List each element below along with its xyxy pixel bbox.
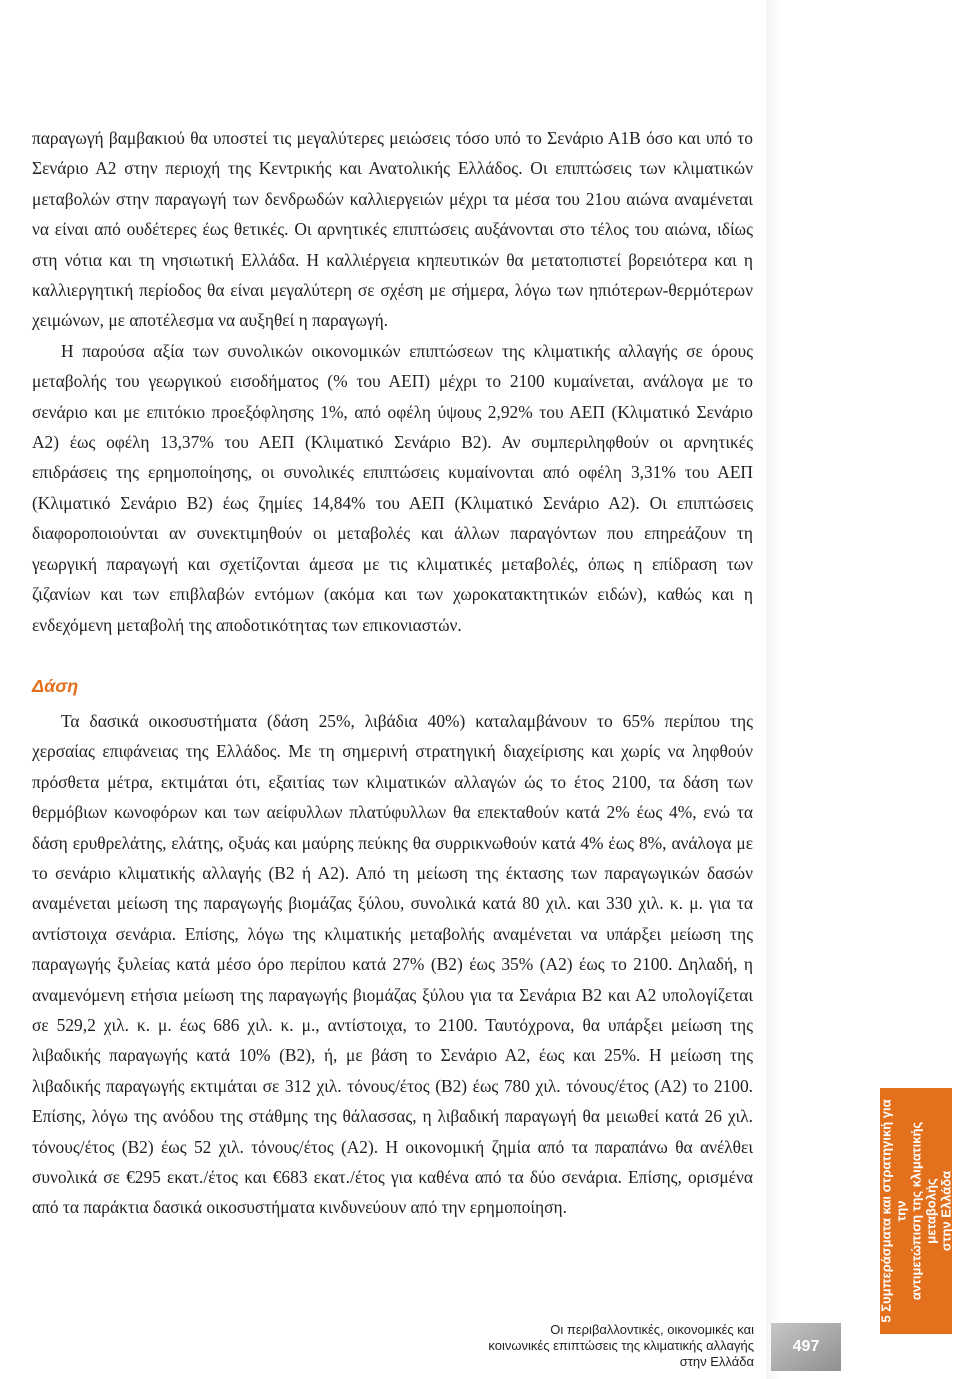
chapter-title-line-1: 5 Συμπεράσματα και στρατηγική για την (878, 1099, 909, 1323)
footer-title-line-1: Οι περιβαλλοντικές, οικονομικές και (550, 1322, 754, 1337)
footer-title-line-3: στην Ελλάδα (679, 1354, 754, 1369)
forests-paragraph: Τα δασικά οικοσυστήματα (δάση 25%, λιβάδια 40%) καταλαμβάνουν το 65% περίπου της χερσαίας επιφάνειας της Ελλάδος. Με τη σημερινή στρατηγική διαχείρισης και χωρίς να ληφθούν πρόσθετα μέτρα, εκτιμάται ότι, εξαιτίας των κλιματικών αλλαγών ώς το έτος 2100, τα δάση των θερμόβιων κωνοφόρων και των αείφυλλων πλατύφυλλων θα επεκταθούν κατά 2% έως 4%, ενώ τα δάση ερυθρελάτης, ελάτης, οξυάς και μαύρης πεύκης θα συρρικνωθούν κατά 4% έως 8%, ανάλογα με το σενάριο κλιματικής αλλαγής (Β2 ή Α2). Από τη μείωση της έκτασης των παραγωγικών δασών αναμένεται μείωση της παραγωγής βιομάζας ξύλου, συνολικά κατά 80 χιλ. και 330 χιλ. κ. μ. για τα αντίστοιχα σενάρια. Επίσης, λόγω της κλιματικής μεταβολής αναμένεται να υπάρξει μείωση της παραγωγής ξυλείας κατά μέσο όρο περίπου κατά 27% (Β2) έως 35% (Α2) έως το 2100. Δηλαδή, η αναμενόμενη ετήσια μείωση της παραγωγής βιομάζας ξύλου για τα Σενάρια Β2 και Α2 υπολογίζεται σε 529,2 χιλ. κ. μ. έως 686 χιλ. κ. μ., αντίστοιχα, το 2100. Ταυτόχρονα, θα υπάρξει μείωση της λιβαδικής παραγωγής κατά 10% (Β2), ή, με βάση το Σενάριο Α2, έως και 25%. Η μείωση της λιβαδικής παραγωγής εκτιμάται σε 312 χιλ. τόνους/έτος (Β2) έως 780 χιλ. τόνους/έτος (Α2) το 2100. Επίσης, λόγω της ανόδου της στάθμης της θάλασσας, η λιβαδική παραγωγή θα μειωθεί κατά 26 χιλ. τόνους/έτος (Β2) έως 52 χιλ. τόνους/έτος (Α2). Η οικονομική ζημία από τα παραπάνω θα ανέλθει συνολικά σε €295 εκατ./έτος και €683 εκατ./έτος για καθένα από τα δύο σενάρια. Επίσης, ορισμένα από τα παράκτια δασικά οικοσυστήματα κινδυνεύουν από την ερημοποίηση. (32, 710, 753, 1218)
chapter-title-line-2: αντιμετώπιση της κλιματικής μεταβολής (908, 1121, 939, 1301)
section-heading-forests: Δάση (32, 675, 79, 696)
footer-title-line-2: κοινωνικές επιπτώσεις της κλιματικής αλλαγής (488, 1338, 754, 1353)
page-number: 497 (792, 1338, 820, 1355)
body-paragraph-2: Η παρούσα αξία των συνολικών οικονομικών επιπτώσεων της κλιματικής αλλαγής σε όρους μεταβολής του γεωργικού εισοδήματος (% του ΑΕΠ) μέχρι το 2100 κυμαίνεται, ανάλογα με το σενάριο και με επιτόκιο προεξόφλησης 1%, από οφέλη ύψους 2,92% του ΑΕΠ (Κλιματικό Σενάριο Α2) έως οφέλη 13,37% του ΑΕΠ (Κλιματικό Σενάριο Β2). Αν συμπεριληφθούν οι αρνητικές επιδράσεις της ερημοποίησης, οι συνολικές επιπτώσεις κυμαίνονται από οφέλη 3,31% του ΑΕΠ (Κλιματικό Σενάριο Β2) έως ζημίες 14,84% του ΑΕΠ (Κλιματικό Σενάριο Α2). Οι επιπτώσεις διαφοροποιούνται αν συνεκτιμηθούν οι μεταβολές και άλλων παραγόντων που επηρεάζουν τη γεωργική παραγωγή και σχετίζονται άμεσα με τις κλιματικές μεταβολές, όπως η επίδραση των ζιζανίων και των επιβλαβών εντόμων (ακόμα και των χωροκατακτητικών ειδών), καθώς και η ενδεχόμενη μεταβολή της αποδοτικότητας των επικονιαστών. (32, 340, 753, 635)
page-number-box (771, 1323, 841, 1371)
body-paragraph-1: παραγωγή βαμβακιού θα υποστεί τις μεγαλύτερες μειώσεις τόσο υπό το Σενάριο Α1Β όσο και υπό το Σενάριο Α2 στην περιοχή της Κεντρικής και Ανατολικής Ελλάδος. Οι επιπτώσεις των κλιματικών μεταβολών στην παραγωγή των δενδρωδών καλλιεργειών μέχρι τα μέσα του 21ου αιώνα αναμένεται να είναι από ουδέτερες έως θετικές. Οι αρνητικές επιπτώσεις αυξάνονται στο τέλος του αιώνα, ιδίως στη νότια και τη νησιωτική Ελλάδα. Η καλλιέργεια κηπευτικών θα μετατοπιστεί βορειότερα και η καλλιεργητική περίοδος θα είναι μεγαλύτερη σε σχέση με σήμερα, λόγω των ηπιότερων-θερμότερων χειμώνων, με αποτέλεσμα να αυξηθεί η παραγωγή. (32, 128, 753, 331)
page-content (32, 123, 753, 1223)
running-footer-title (454, 1322, 754, 1370)
chapter-side-tab-text (879, 1091, 954, 1331)
chapter-title-line-3: στην Ελλάδα (938, 1170, 954, 1252)
chapter-side-tab (880, 1088, 952, 1334)
